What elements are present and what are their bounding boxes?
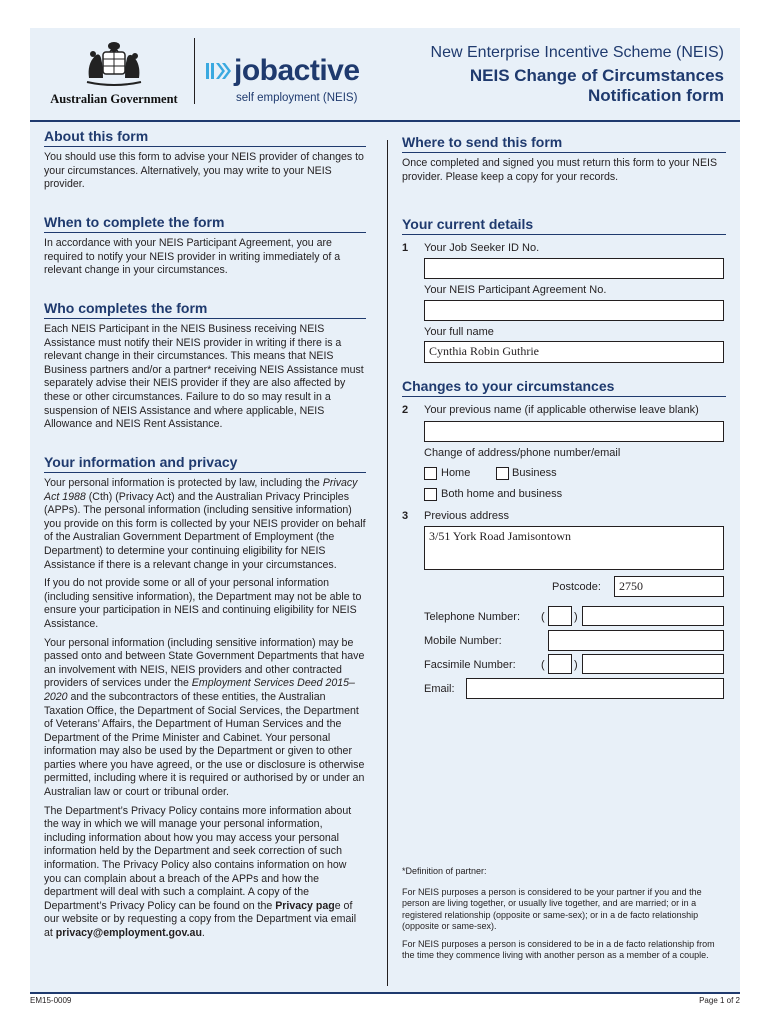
changes-section [402, 378, 726, 718]
previous-name-label: Your previous name (if applicable otherwise leave blank) [424, 404, 699, 416]
privacy-paragraph-1: Your personal information is protected by law, including the Privacy Act 1988 (Cth) (Privacy Act) and the Australian Privacy Principles (APPs). The personal information (including sensitive information) you provide on this form is collected by your NEIS provider on behalf of the Australian Government Department of Employment (the Department) to determine your continuing eligibility for NEIS Assistance if there is a relevant change in your circumstances. [44, 477, 366, 571]
business-option-label: Business [512, 467, 557, 479]
question-number-3: 3 [402, 510, 409, 522]
full-name-label: Your full name [424, 326, 494, 338]
when-text: In accordance with your NEIS Participant Agreement, you are required to notify your NEIS provider in writing immediately of a relevant change in your circumstances. [44, 237, 341, 277]
current-details-heading: Your current details [402, 216, 726, 235]
privacy-email-link[interactable]: privacy@employment.gov.au [55, 927, 202, 939]
telephone-paren-open: ( [541, 611, 545, 623]
both-option-label: Both home and business [441, 488, 563, 500]
previous-address-label: Previous address [424, 510, 509, 522]
fax-paren-close: ) [574, 659, 578, 671]
telephone-label: Telephone Number: [424, 611, 521, 623]
fax-label: Facsimile Number: [424, 659, 516, 671]
footer-rule [30, 992, 740, 994]
telephone-number-field[interactable] [582, 606, 724, 626]
partner-definition-note [402, 866, 726, 962]
fax-number-field[interactable] [582, 654, 724, 674]
postcode-label: Postcode: [552, 581, 601, 593]
about-section [44, 128, 366, 192]
job-seeker-id-field[interactable] [424, 258, 724, 279]
privacy-paragraph-4: The Department’s Privacy Policy contains more information about the way in which we will manage your personal information, including information about how you may access your personal information held by the Department and seek correction of such information. The Privacy Policy also contains information on how you can complain about a breach of the APPs and how the department will deal with such a complaint. A copy of the Department’s Privacy Policy can be found on the Privacy page of our website or by requesting a copy from the Department via email at privacy@employment.gov.au. [44, 804, 357, 939]
privacy-policy-link[interactable]: Privacy pag [275, 899, 335, 912]
jobactive-subtitle: self employment (NEIS) [236, 92, 358, 104]
mobile-number-field[interactable] [548, 630, 724, 651]
email-label: Email: [424, 683, 455, 695]
partner-note-paragraph-1: For NEIS purposes a person is considered to be your partner if you and the person are living together, or usually live together, and are married; or in a registered relationship (opposite or same-sex); or in a de facto relationship (opposite or same-sex). [402, 886, 702, 931]
when-section [44, 214, 366, 278]
question-number-2: 2 [402, 404, 409, 416]
logo-divider [194, 38, 195, 104]
who-section [44, 300, 366, 432]
both-checkbox[interactable] [424, 488, 437, 501]
previous-address-field[interactable]: 3/51 York Road Jamisontown [424, 526, 724, 570]
about-text: You should use this form to advise your NEIS provider of changes to your circumstances. Alternatively, you may write to your NEIS provider. [44, 151, 364, 191]
privacy-paragraph-2: If you do not provide some or all of your personal information (including sensitive information), the Department may not be able to ensure your participation in NEIS and continuing eligibility for NEIS Assistance. [44, 577, 362, 630]
fax-area-code-field[interactable] [548, 654, 572, 674]
telephone-area-code-field[interactable] [548, 606, 572, 626]
home-checkbox[interactable] [424, 467, 437, 480]
header-rule [30, 120, 740, 122]
previous-name-field[interactable] [424, 421, 724, 442]
form-title-line2: Notification form [588, 86, 724, 105]
australian-government-logo [44, 38, 184, 108]
form-title-line1: NEIS Change of Circumstances [469, 66, 724, 85]
who-text: Each NEIS Participant in the NEIS Business receiving NEIS Assistance must notify their NEIS provider in writing if there is a relevant change in their circumstances. This means that NEIS Business partners and/or a partner* receiving NEIS Assistance must separately advise their NEIS provider if they are also affected by these or other circumstances. Failure to do so may result in a suspension of NEIS Assistance and where applicable, NEIS Allowance and NEIS Rent Assistance. [44, 323, 364, 431]
full-name-field[interactable]: Cynthia Robin Guthrie [424, 341, 724, 363]
change-type-label: Change of address/phone number/email [424, 447, 621, 459]
question-number-1: 1 [402, 242, 409, 254]
when-heading: When to complete the form [44, 214, 366, 233]
email-field[interactable] [466, 678, 724, 699]
telephone-paren-close: ) [574, 611, 578, 623]
agreement-no-field[interactable] [424, 300, 724, 321]
jobactive-logo [206, 54, 386, 114]
current-details-section [402, 216, 726, 376]
where-text: Once completed and signed you must return this form to your NEIS provider. Please keep a copy for your records. [402, 157, 718, 183]
form-title [470, 66, 724, 106]
privacy-section [44, 454, 366, 941]
page-number: Page 1 of 2 [699, 996, 740, 1005]
form-code: EM15-0009 [30, 996, 72, 1005]
fax-paren-open: ( [541, 659, 545, 671]
privacy-paragraph-3: Your personal information (including sensitive information) may be passed onto and between State Government Departments that have an involvement with NEIS, NEIS providers and other contracted providers of services under the Employment Services Deed 2015–2020 and the subcontractors of these entities, the Australian Taxation Office, the Department of Social Services, the Department of Veterans’ Affairs, the Department of Human Services and the Department of the Prime Minister and Cabinet. Your personal information may also be used by the Department or given to other parties where you have agreed, or the use or disclosure is otherwise permitted, including where it is required or authorised by or under an Australian law or court or tribunal order. [44, 636, 365, 799]
column-divider [387, 140, 388, 986]
about-heading: About this form [44, 128, 366, 147]
agreement-no-label: Your NEIS Participant Agreement No. [424, 284, 607, 296]
changes-heading: Changes to your circumstances [402, 378, 726, 397]
who-heading: Who completes the form [44, 300, 366, 319]
partner-note-title: *Definition of partner: [402, 866, 487, 876]
where-heading: Where to send this form [402, 134, 726, 153]
postcode-field[interactable]: 2750 [614, 576, 724, 597]
home-option-label: Home [441, 467, 471, 479]
job-seeker-id-label: Your Job Seeker ID No. [424, 242, 540, 254]
where-section [402, 134, 726, 184]
coat-of-arms-icon [79, 38, 149, 90]
form-page [30, 28, 740, 994]
scheme-name: New Enterprise Incentive Scheme (NEIS) [430, 44, 724, 61]
partner-note-paragraph-2: For NEIS purposes a person is considered to be in a de facto relationship from the time they commence living with another person as a member of a couple. [402, 938, 715, 960]
jobactive-chevrons-icon [206, 60, 232, 82]
privacy-heading: Your information and privacy [44, 454, 366, 473]
government-name: Australian Government [50, 92, 178, 106]
jobactive-wordmark: jobactive [234, 54, 360, 87]
business-checkbox[interactable] [496, 467, 509, 480]
mobile-label: Mobile Number: [424, 635, 502, 647]
